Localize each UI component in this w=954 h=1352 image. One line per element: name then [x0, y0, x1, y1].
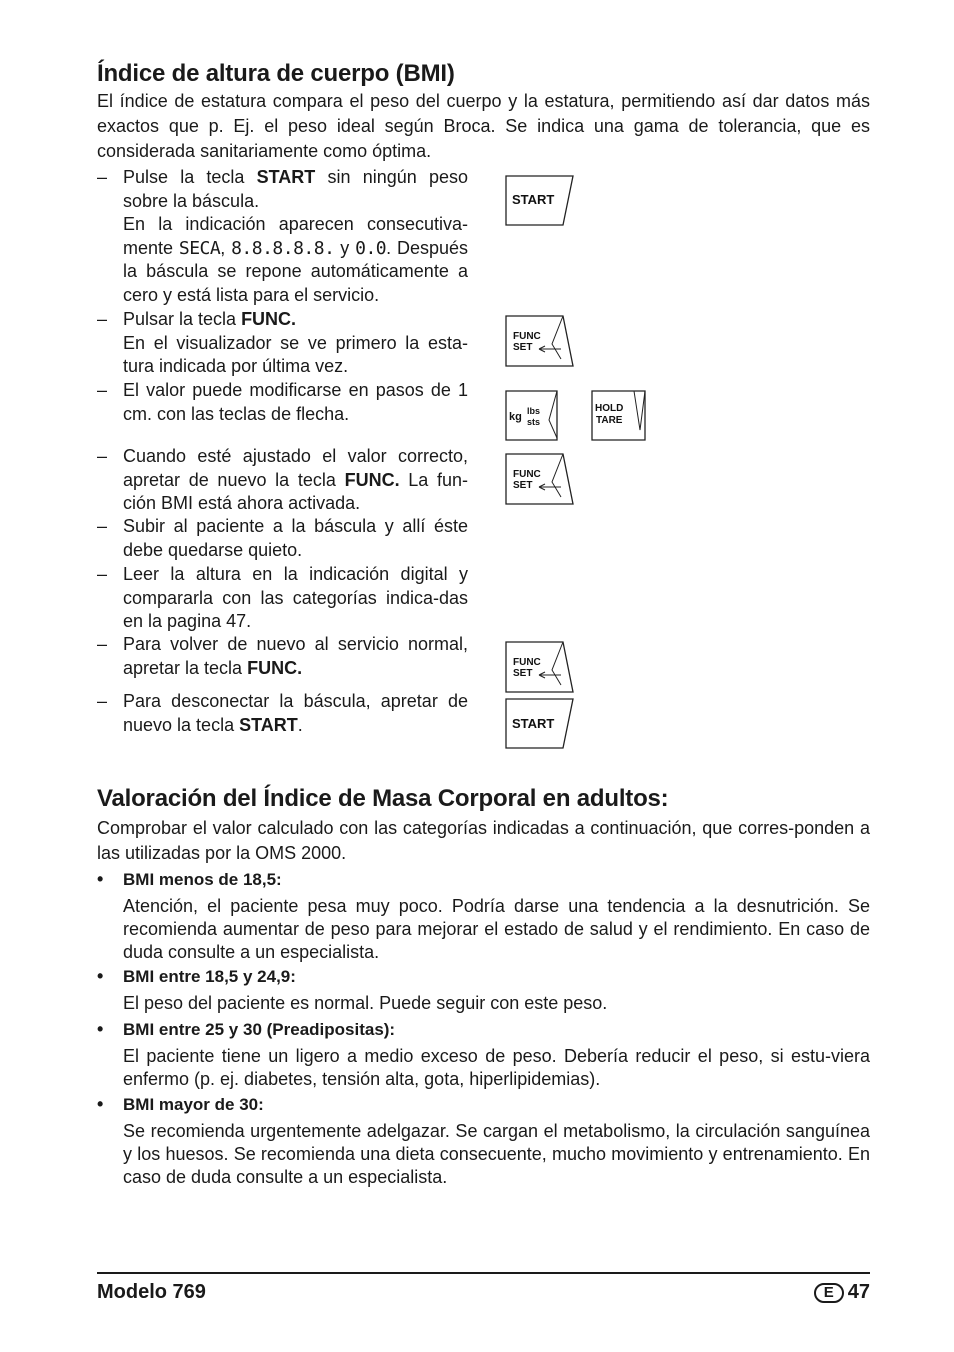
display-all-segments: 8.8.8.8.8. — [231, 237, 335, 259]
bmi-category — [97, 965, 870, 1015]
step-text: En el visualizador se ve primero la esta-tura indicada por última vez. — [123, 332, 468, 376]
section-intro-bmi: El índice de estatura compara el peso del cuerpo y la estatura, permitiendo así dar datos más exactos que p. Ej. el peso ideal según Broca. Se indica una gama de tolerancia, que es considerada sanitariamente como óptima. — [97, 91, 870, 161]
key-name-start: START — [239, 714, 298, 735]
bullet: • — [97, 869, 104, 889]
step-text: Cuando esté ajustado el valor correcto, apretar de nuevo la tecla — [123, 446, 468, 490]
step-func-confirm — [97, 445, 468, 516]
section-intro-bmi-adults: Comprobar el valor calculado con las categorías indicadas a continuación, que corres-ponden a las utilizadas por la OMS 2000. — [97, 818, 870, 863]
footer-rule — [97, 1272, 870, 1274]
start-key-icon — [505, 175, 575, 227]
key-label: lbs — [527, 406, 541, 416]
step-read — [97, 563, 468, 634]
step-dash: – — [97, 167, 108, 187]
start-key-icon — [505, 698, 575, 750]
key-label: HOLD — [595, 403, 624, 414]
step-text: sin ningún peso sobre la báscula. — [123, 167, 468, 211]
step-patient — [97, 515, 468, 562]
step-text: Subir al paciente a la báscula y allí éste debe quedarse quieto. — [123, 516, 468, 560]
step-dash: – — [97, 634, 108, 654]
step-return — [97, 633, 468, 680]
bmi-category-title: BMI entre 25 y 30 (Preadipositas): — [123, 1020, 396, 1039]
func-set-key-icon — [505, 641, 575, 694]
step-text: El valor puede modificarse en pasos de 1 cm. con las teclas de flecha. — [123, 380, 468, 424]
step-text: y — [334, 237, 356, 258]
section-title-bmi-adults: Valoración del Índice de Masa Corporal en adultos: — [97, 785, 669, 812]
key-label: FUNC — [513, 469, 541, 480]
key-label: START — [512, 192, 555, 207]
func-set-key-icon — [505, 315, 575, 368]
unit-arrow-key-icon — [505, 390, 560, 442]
bmi-category-desc: Atención, el paciente pesa muy poco. Podría darse una tendencia a la desnutrición. Se recomienda aumentar de peso para mejorar el estado de salud y el rendimiento. En caso de duda consulte a un especialista. — [123, 896, 870, 962]
key-label: START — [512, 716, 555, 731]
key-label: SET — [513, 668, 533, 679]
step-dash: – — [97, 516, 108, 536]
key-label: SET — [513, 480, 533, 491]
step-arrows — [97, 379, 468, 426]
step-text: Leer la altura en la indicación digital y compararla con las categorías indica-das en la pagina 47. — [123, 564, 468, 631]
bmi-category-title: BMI menos de 18,5: — [123, 870, 282, 889]
bullet: • — [97, 1019, 104, 1039]
language-badge: E — [814, 1283, 844, 1303]
bmi-category-title: BMI entre 18,5 y 24,9: — [123, 967, 296, 986]
bmi-category-title: BMI mayor de 30: — [123, 1095, 264, 1114]
bmi-category-desc: Se recomienda urgentemente adelgazar. Se cargan el metabolismo, la circulación sanguínea y los huesos. Se recomienda una dieta consecuente, mucho movimiento y entrenamiento. En caso de duda consulte a un especialista. — [123, 1121, 870, 1187]
display-zero: 0.0 — [355, 237, 387, 259]
bullet: • — [97, 1094, 104, 1114]
step-text: . — [297, 714, 303, 735]
step-start — [97, 166, 468, 307]
step-text: La fun-ción BMI está ahora activada. — [123, 469, 468, 513]
step-text: Para desconectar la báscula, apretar de nuevo la tecla — [123, 691, 468, 735]
bmi-category — [97, 1018, 870, 1091]
step-text: En la indicación aparecen consecutiva-mente — [123, 214, 468, 258]
footer-model: Modelo 769 — [97, 1281, 206, 1303]
step-func — [97, 308, 468, 379]
key-label: SET — [513, 342, 533, 353]
bmi-category — [97, 1093, 870, 1189]
key-name-func: FUNC. — [247, 657, 303, 678]
step-text: Pulse la tecla — [123, 167, 257, 187]
page-number: 47 — [847, 1281, 870, 1303]
key-label: FUNC — [513, 657, 541, 668]
func-set-key-icon — [505, 453, 575, 506]
bmi-category-desc: El peso del paciente es normal. Puede seguir con este peso. — [123, 993, 608, 1013]
step-text: , — [220, 237, 232, 258]
key-label: sts — [527, 417, 541, 427]
bmi-category-desc: El paciente tiene un ligero a medio exceso de peso. Debería reducir el peso, si estu-viera enfermo (p. ej. diabetes, tensión alta, gota, hiperlipidemias). — [123, 1046, 870, 1089]
step-off — [97, 690, 468, 737]
step-text: . Después la báscula se repone automáticamente a cero y está lista para el servicio. — [123, 237, 468, 305]
step-dash: – — [97, 564, 108, 584]
step-dash: – — [97, 380, 108, 400]
key-name-start: START — [256, 167, 316, 187]
key-label: FUNC — [513, 331, 541, 342]
step-text: Pulsar la tecla — [123, 309, 242, 329]
bmi-category — [97, 868, 870, 964]
key-name-func: FUNC. — [241, 309, 297, 329]
key-name-func: FUNC. — [344, 469, 400, 490]
step-text: Para volver de nuevo al servicio normal, apretar la tecla — [123, 634, 468, 678]
key-label: TARE — [596, 415, 623, 426]
document-page — [97, 0, 870, 1352]
bullet: • — [97, 966, 104, 986]
key-label: kg — [509, 411, 522, 423]
hold-tare-key-icon — [591, 390, 647, 442]
footer-page-info — [814, 1281, 870, 1304]
step-dash: – — [97, 691, 108, 711]
step-dash: – — [97, 309, 108, 329]
step-dash: – — [97, 446, 108, 466]
display-seca: SECA — [178, 237, 221, 259]
section-title-bmi: Índice de altura de cuerpo (BMI) — [97, 60, 455, 87]
